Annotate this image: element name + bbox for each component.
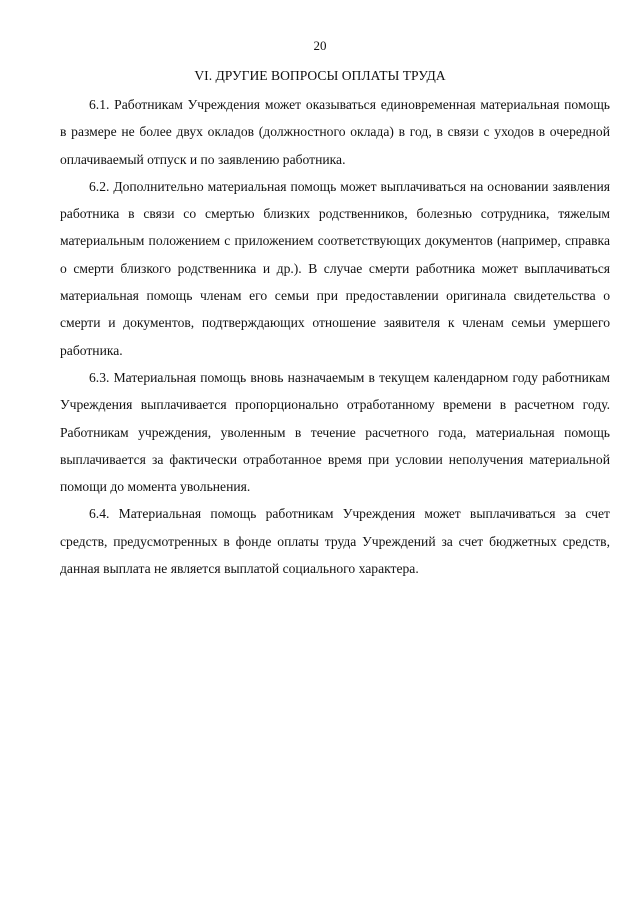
section-title: VI. ДРУГИЕ ВОПРОСЫ ОПЛАТЫ ТРУДА (194, 68, 446, 83)
page-number: 20 (313, 38, 327, 53)
paragraph-6-4: 6.4. Материальная помощь работникам Учреждения может выплачиваться за счет средств, предусмотренных в фонде оплаты труда Учреждений за счет бюджетных средств, данная выплата не является выплатой социального характера. (60, 506, 610, 577)
paragraph-6-1: 6.1. Работникам Учреждения может оказываться единовременная материальная помощь в размере не более двух окладов (должностного оклада) в год, в связи с уходов в очередной оплачиваемый отпуск и по заявлению работника. (60, 97, 610, 167)
paragraph-6-2: 6.2. Дополнительно материальная помощь может выплачиваться на основании заявления работника в связи со смертью близких родственников, болезнью сотрудника, тяжелым материальным положением с приложением соответствующих документов (например, справка о смерти близкого родственника и др.). В случае смерти работника может выплачиваться материальная помощь членам его семьи при предоставлении оригинала свидетельства о смерти и документов, подтверждающих отношение заявителя к членам семьи умершего работника. (60, 178, 610, 358)
document-body (60, 91, 610, 582)
paragraph-6-3: 6.3. Материальная помощь вновь назначаемым в текущем календарном году работникам Учреждения выплачивается пропорционально отработанному времени в расчетном году. Работникам учреждения, уволенным в течение расчетного года, материальная помощь выплачивается за фактически отработанное время при условии неполучения материальной помощи до момента увольнения. (60, 369, 610, 495)
